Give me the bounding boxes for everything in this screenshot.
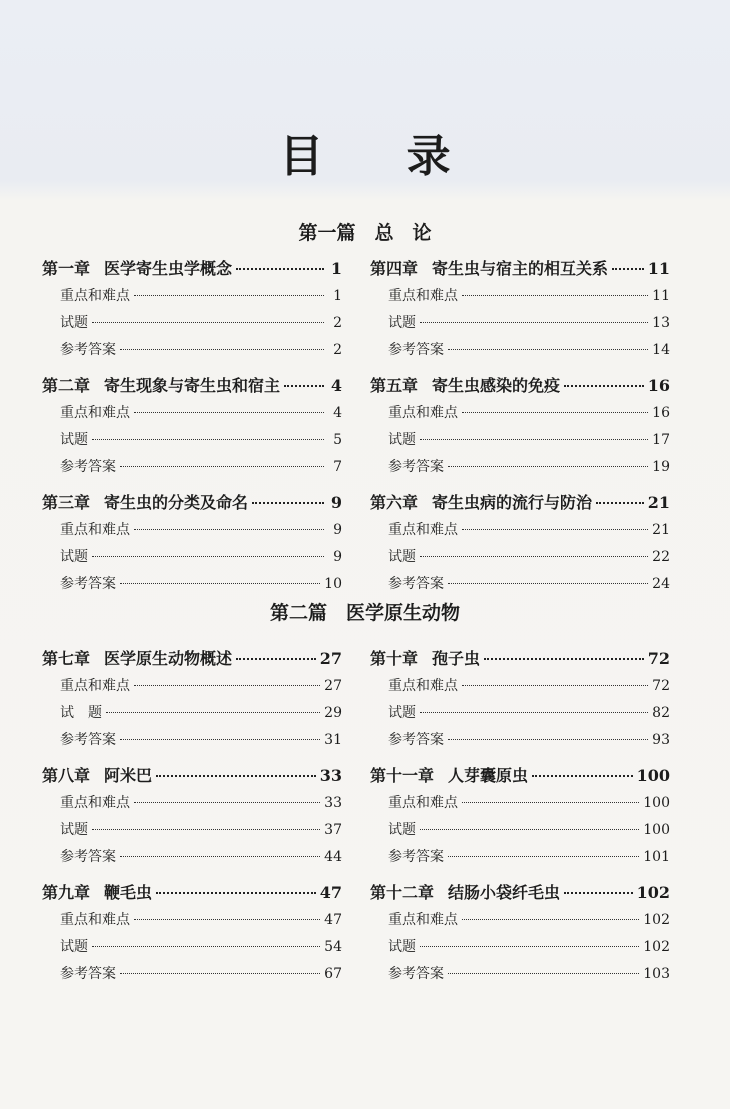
toc-section-entry[interactable]: [370, 337, 670, 364]
chapter-name: 鞭毛虫: [104, 883, 153, 902]
page-number: 93: [652, 732, 670, 748]
chapter-number: 第十章: [370, 649, 419, 668]
dot-leader: [106, 711, 320, 713]
section-label: 重点和难点: [60, 288, 130, 304]
toc-section-entry[interactable]: [42, 700, 342, 727]
dot-leader: [284, 384, 324, 387]
dot-leader: [420, 438, 648, 440]
toc-chapter-entry[interactable]: [370, 878, 670, 907]
toc-section-entry[interactable]: [370, 400, 670, 427]
section-label: 试题: [388, 549, 416, 565]
toc-chapter: [42, 878, 342, 995]
section-label: 重点和难点: [388, 522, 458, 538]
dot-leader: [420, 711, 648, 713]
toc-chapter-entry[interactable]: [42, 878, 342, 907]
dot-leader: [134, 411, 324, 413]
section-label: 参考答案: [60, 849, 116, 865]
section-label: 参考答案: [388, 966, 444, 982]
page-number: 47: [319, 883, 342, 902]
section-label: 试 题: [60, 705, 102, 721]
page-number: 102: [636, 883, 670, 902]
section-label: 重点和难点: [388, 795, 458, 811]
section-label: 参考答案: [388, 342, 444, 358]
section-label: 参考答案: [388, 849, 444, 865]
dot-leader: [448, 855, 639, 857]
toc-section-entry[interactable]: [42, 934, 342, 961]
toc-chapter: [370, 644, 670, 761]
chapter-name: 寄生现象与寄生虫和宿主: [104, 376, 281, 395]
toc-section-entry[interactable]: [42, 790, 342, 817]
toc-section-entry[interactable]: [42, 961, 342, 988]
page-number: 102: [643, 912, 670, 928]
toc-chapter: [370, 488, 670, 605]
chapter-number: 第二章: [42, 376, 91, 395]
chapter-number: 第七章: [42, 649, 91, 668]
dot-leader: [156, 774, 316, 777]
toc-column-left: [42, 644, 342, 995]
page-number: 17: [652, 432, 670, 448]
dot-leader: [462, 528, 648, 530]
toc-section-entry[interactable]: [370, 517, 670, 544]
page-number: 11: [652, 288, 670, 304]
section-label: 参考答案: [60, 732, 116, 748]
toc-chapter-entry[interactable]: [370, 488, 670, 517]
toc-section-entry[interactable]: [370, 544, 670, 571]
toc-chapter-entry[interactable]: [42, 371, 342, 400]
section-label: 试题: [60, 822, 88, 838]
page-number: 9: [333, 522, 342, 538]
page-number: 11: [647, 259, 670, 278]
chapter-number: 第三章: [42, 493, 91, 512]
section-label: 试题: [388, 705, 416, 721]
page-number: 101: [643, 849, 670, 865]
page-title: 目 录: [279, 131, 485, 182]
chapter-name: 医学寄生虫学概念: [104, 259, 233, 278]
toc-section-entry[interactable]: [370, 934, 670, 961]
dot-leader: [448, 465, 648, 467]
dot-leader: [448, 348, 648, 350]
chapter-number: 第九章: [42, 883, 91, 902]
toc-chapter-entry[interactable]: [370, 644, 670, 673]
page-number: 2: [333, 342, 342, 358]
page-number: 33: [319, 766, 342, 785]
dot-leader: [596, 501, 644, 504]
dot-leader: [120, 972, 320, 974]
toc-section-entry[interactable]: [42, 517, 342, 544]
page-number: 54: [324, 939, 342, 955]
toc-section-entry[interactable]: [370, 283, 670, 310]
section-label: 参考答案: [60, 459, 116, 475]
toc-chapter-entry[interactable]: [370, 254, 670, 283]
page-number: 2: [333, 315, 342, 331]
chapter-name: 寄生虫与宿主的相互关系: [432, 259, 609, 278]
dot-leader: [134, 528, 324, 530]
dot-leader: [120, 738, 320, 740]
dot-leader: [420, 321, 648, 323]
section-label: 试题: [388, 939, 416, 955]
toc-section-entry[interactable]: [370, 427, 670, 454]
section-label: 重点和难点: [388, 678, 458, 694]
part-title: 第一篇 总 论: [298, 222, 432, 244]
toc-chapter-entry[interactable]: [42, 644, 342, 673]
page-number: 47: [324, 912, 342, 928]
toc-chapter: [370, 371, 670, 488]
section-label: 重点和难点: [388, 288, 458, 304]
dot-leader: [92, 321, 324, 323]
page-number: 29: [324, 705, 342, 721]
page-number: 100: [643, 795, 670, 811]
toc-section-entry[interactable]: [370, 817, 670, 844]
section-label: 试题: [388, 315, 416, 331]
toc-section-entry[interactable]: [42, 907, 342, 934]
toc-chapter: [42, 254, 342, 371]
section-label: 参考答案: [388, 459, 444, 475]
dot-leader: [462, 684, 648, 686]
chapter-number: 第十一章: [370, 766, 435, 785]
toc-section-entry[interactable]: [370, 700, 670, 727]
dot-leader: [92, 828, 320, 830]
page-number: 7: [333, 459, 342, 475]
page-number: 100: [636, 766, 670, 785]
dot-leader: [134, 918, 320, 920]
section-label: 重点和难点: [60, 912, 130, 928]
section-label: 重点和难点: [60, 678, 130, 694]
page-number: 5: [333, 432, 342, 448]
dot-leader: [134, 801, 320, 803]
page-number: 4: [333, 405, 342, 421]
page-number: 44: [324, 849, 342, 865]
dot-leader: [448, 972, 639, 974]
toc-section-entry[interactable]: [42, 673, 342, 700]
section-label: 试题: [60, 315, 88, 331]
dot-leader: [462, 801, 639, 803]
chapter-number: 第一章: [42, 259, 91, 278]
page-number: 1: [333, 288, 342, 304]
dot-leader: [420, 828, 639, 830]
dot-leader: [134, 294, 324, 296]
toc-section-entry[interactable]: [42, 571, 342, 598]
toc-section-entry[interactable]: [42, 544, 342, 571]
page-number: 22: [652, 549, 670, 565]
dot-leader: [532, 774, 633, 777]
chapter-number: 第八章: [42, 766, 91, 785]
section-label: 试题: [60, 432, 88, 448]
page-number: 67: [324, 966, 342, 982]
section-label: 重点和难点: [388, 912, 458, 928]
dot-leader: [484, 657, 644, 660]
page-number: 19: [652, 459, 670, 475]
chapter-name: 人芽囊原虫: [448, 766, 529, 785]
section-label: 参考答案: [388, 732, 444, 748]
dot-leader: [448, 582, 648, 584]
page-number: 13: [652, 315, 670, 331]
toc-chapter: [370, 761, 670, 878]
page-number: 103: [643, 966, 670, 982]
toc-chapter: [370, 878, 670, 995]
toc-section-entry[interactable]: [42, 337, 342, 364]
toc-section-entry[interactable]: [42, 817, 342, 844]
toc-column-right: [370, 644, 670, 995]
toc-section-entry[interactable]: [370, 844, 670, 871]
toc-section-entry[interactable]: [370, 673, 670, 700]
chapter-name: 结肠小袋纤毛虫: [448, 883, 561, 902]
dot-leader: [252, 501, 324, 504]
toc-section-entry[interactable]: [370, 961, 670, 988]
page-number: 100: [643, 822, 670, 838]
section-label: 试题: [60, 549, 88, 565]
toc-section-entry[interactable]: [42, 400, 342, 427]
toc-chapter: [370, 254, 670, 371]
toc-section-entry[interactable]: [370, 571, 670, 598]
chapter-name: 寄生虫的分类及命名: [104, 493, 249, 512]
toc-chapter-entry[interactable]: [42, 761, 342, 790]
section-label: 参考答案: [60, 576, 116, 592]
toc-chapter: [42, 371, 342, 488]
section-label: 参考答案: [60, 342, 116, 358]
dot-leader: [120, 582, 320, 584]
part-title: 第二篇 医学原生动物: [269, 602, 460, 624]
page-number: 72: [652, 678, 670, 694]
section-label: 参考答案: [60, 966, 116, 982]
toc-section-entry[interactable]: [370, 454, 670, 481]
page-number: 14: [652, 342, 670, 358]
dot-leader: [156, 891, 316, 894]
section-label: 重点和难点: [60, 795, 130, 811]
page-number: 31: [324, 732, 342, 748]
toc-column-left: [42, 254, 342, 605]
page-number: 9: [330, 493, 342, 512]
toc-section-entry[interactable]: [370, 727, 670, 754]
dot-leader: [462, 411, 648, 413]
dot-leader: [462, 918, 639, 920]
section-label: 重点和难点: [60, 405, 130, 421]
page-number: 16: [647, 376, 670, 395]
section-label: 试题: [388, 432, 416, 448]
toc-chapter: [42, 761, 342, 878]
toc-section-entry[interactable]: [42, 844, 342, 871]
dot-leader: [420, 555, 648, 557]
page-number: 9: [333, 549, 342, 565]
section-label: 试题: [60, 939, 88, 955]
chapter-name: 寄生虫感染的免疫: [432, 376, 561, 395]
dot-leader: [236, 267, 324, 270]
toc-chapter: [42, 644, 342, 761]
dot-leader: [134, 684, 320, 686]
page-number: 72: [647, 649, 670, 668]
section-label: 重点和难点: [388, 405, 458, 421]
chapter-name: 医学原生动物概述: [104, 649, 233, 668]
page-number: 102: [643, 939, 670, 955]
toc-section-entry[interactable]: [42, 310, 342, 337]
dot-leader: [564, 384, 644, 387]
toc-chapter-entry[interactable]: [370, 371, 670, 400]
dot-leader: [420, 945, 639, 947]
dot-leader: [120, 465, 324, 467]
dot-leader: [564, 891, 633, 894]
toc-section-entry[interactable]: [370, 907, 670, 934]
page-number: 27: [319, 649, 342, 668]
chapter-name: 孢子虫: [432, 649, 481, 668]
toc-chapter-entry[interactable]: [42, 488, 342, 517]
toc-section-entry[interactable]: [42, 454, 342, 481]
dot-leader: [92, 438, 324, 440]
dot-leader: [448, 738, 648, 740]
page-number: 33: [324, 795, 342, 811]
toc-section-entry[interactable]: [370, 310, 670, 337]
page-number: 10: [324, 576, 342, 592]
toc-chapter: [42, 488, 342, 605]
page-number: 16: [652, 405, 670, 421]
toc-section-entry[interactable]: [42, 727, 342, 754]
toc-section-entry[interactable]: [370, 790, 670, 817]
page-number: 37: [324, 822, 342, 838]
dot-leader: [236, 657, 316, 660]
page-number: 21: [652, 522, 670, 538]
dot-leader: [120, 855, 320, 857]
page-number: 21: [647, 493, 670, 512]
toc-section-entry[interactable]: [42, 283, 342, 310]
page-number: 27: [324, 678, 342, 694]
toc-chapter-entry[interactable]: [42, 254, 342, 283]
toc-column-right: [370, 254, 670, 605]
page-number: 24: [652, 576, 670, 592]
toc-chapter-entry[interactable]: [370, 761, 670, 790]
chapter-number: 第四章: [370, 259, 419, 278]
dot-leader: [120, 348, 324, 350]
toc-section-entry[interactable]: [42, 427, 342, 454]
page-number: 1: [330, 259, 342, 278]
chapter-name: 寄生虫病的流行与防治: [432, 493, 593, 512]
dot-leader: [92, 555, 324, 557]
chapter-number: 第十二章: [370, 883, 435, 902]
chapter-number: 第五章: [370, 376, 419, 395]
dot-leader: [92, 945, 320, 947]
section-label: 参考答案: [388, 576, 444, 592]
chapter-number: 第六章: [370, 493, 419, 512]
section-label: 重点和难点: [60, 522, 130, 538]
chapter-name: 阿米巴: [104, 766, 153, 785]
dot-leader: [462, 294, 648, 296]
dot-leader: [612, 267, 644, 270]
section-label: 试题: [388, 822, 416, 838]
page-number: 4: [330, 376, 342, 395]
page-number: 82: [652, 705, 670, 721]
